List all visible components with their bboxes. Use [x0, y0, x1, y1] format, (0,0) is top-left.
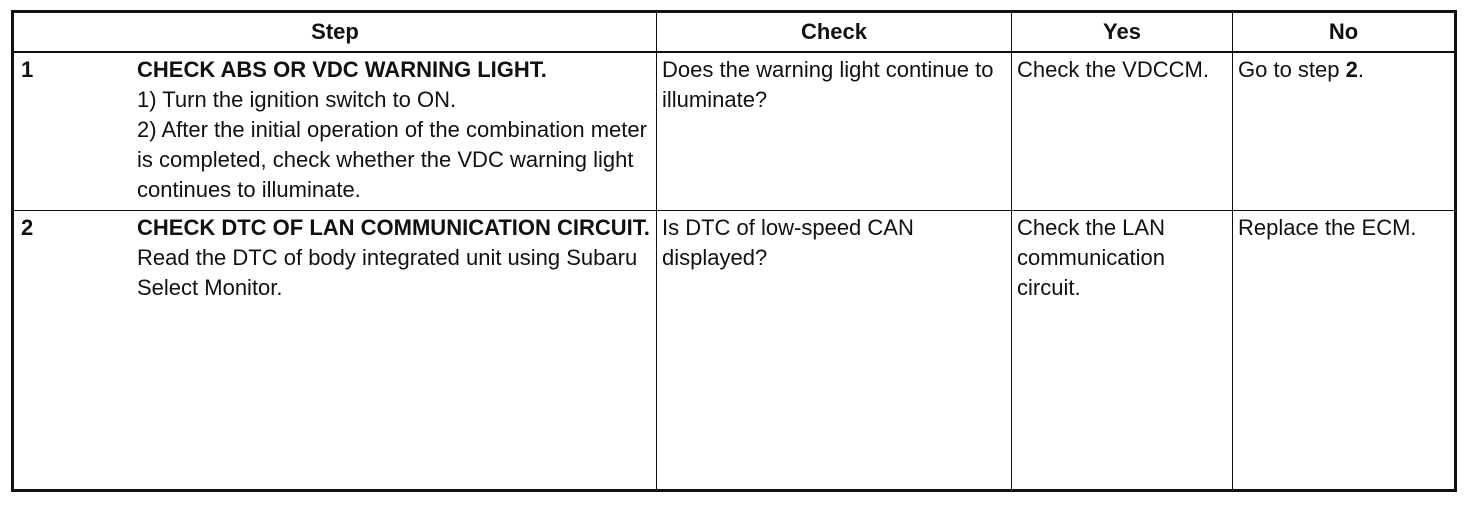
- header-check: Check: [657, 12, 1012, 53]
- header-yes: Yes: [1012, 12, 1233, 53]
- check-cell: Does the warning light continue to illuminate?: [657, 52, 1012, 210]
- step-number: 2: [21, 214, 34, 240]
- header-no: No: [1233, 12, 1456, 53]
- step-number: 1: [21, 57, 34, 82]
- step-instruction: 2) After the initial operation of the combination meter is completed, check whether the VDC warning light continues to illuminate.: [137, 117, 647, 202]
- no-cell: [1233, 52, 1456, 210]
- table-row: [13, 52, 1456, 210]
- no-text-suffix: .: [1357, 57, 1364, 82]
- table-row: [13, 210, 1456, 491]
- step-cell: [13, 210, 657, 491]
- header-row: [13, 12, 1456, 53]
- yes-cell: Check the VDCCM.: [1012, 52, 1233, 210]
- step-title: CHECK DTC OF LAN COMMUNICATION CIRCUIT.: [137, 214, 650, 240]
- step-instruction: Read the DTC of body integrated unit using Subaru Select Monitor.: [137, 244, 638, 300]
- header-step: Step: [13, 12, 657, 53]
- no-text: Go to step: [1238, 57, 1346, 82]
- step-title: CHECK ABS OR VDC WARNING LIGHT.: [137, 57, 547, 82]
- diagnostic-table: [11, 10, 1457, 492]
- step-reference: 2: [1345, 57, 1358, 82]
- yes-cell: Check the LAN communication circuit.: [1012, 210, 1233, 491]
- step-instruction: 1) Turn the ignition switch to ON.: [137, 87, 457, 112]
- check-cell: Is DTC of low-speed CAN displayed?: [657, 210, 1012, 491]
- step-cell: [13, 52, 657, 210]
- no-cell: Replace the ECM.: [1233, 210, 1456, 491]
